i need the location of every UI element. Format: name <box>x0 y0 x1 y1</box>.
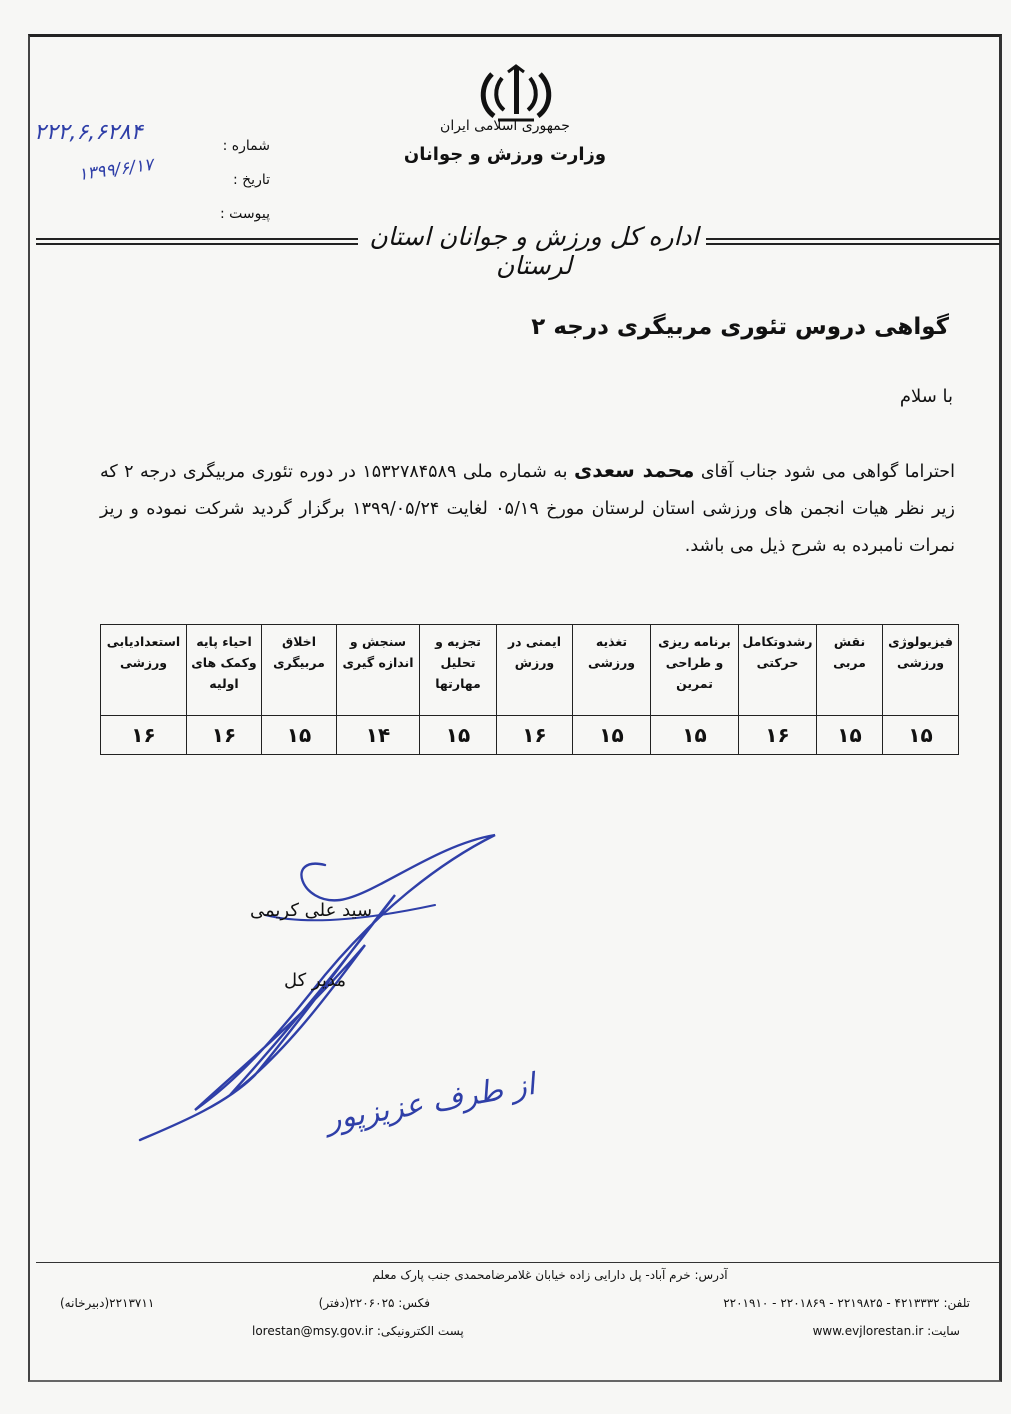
footer-address: آدرس: خرم آباد- پل دارایی زاده خیابان غلامرضامحمدی جنب پارک معلم <box>372 1268 728 1282</box>
signer-name: سید علی کریمی <box>250 900 373 921</box>
subjects-row <box>101 625 959 716</box>
date-label: تاریخ : <box>232 172 270 188</box>
score-cell: ۱۵ <box>883 716 959 755</box>
footer-website: سایت: www.evjlorestan.ir <box>812 1324 960 1338</box>
certificate-body <box>100 452 955 565</box>
footer-secretariat: ۲۲۱۳۷۱۱(دبیرخانه) <box>60 1296 155 1310</box>
score-cell: ۱۵ <box>420 716 497 755</box>
scores-row <box>101 716 959 755</box>
footer-divider <box>36 1262 1002 1263</box>
subject-cell: سنجش و اندازه گیری <box>337 625 420 716</box>
iran-emblem-icon <box>478 64 554 124</box>
subject-cell: رشدوتکامل حرکتی <box>739 625 817 716</box>
handwritten-letter-number: ۲۲۲,۶,۶۲۸۴ <box>34 120 143 145</box>
subject-cell: برنامه ریزی و طراحی تمرین <box>651 625 739 716</box>
score-cell: ۱۵ <box>817 716 883 755</box>
subject-cell: تجزیه و تحلیل مهارتها <box>420 625 497 716</box>
number-label: شماره : <box>222 138 270 154</box>
footer-phones: تلفن: ۴۲۱۳۳۳۲ - ۲۲۱۹۸۲۵ - ۲۲۰۱۸۶۹ - ۲۲۰۱۹۱۰ <box>723 1296 970 1310</box>
footer-fax: فکس: ۲۲۰۶۰۲۵(دفتر) <box>318 1296 430 1310</box>
subject-cell: استعدادیابی ورزشی <box>101 625 187 716</box>
grades-table <box>100 624 959 755</box>
handwritten-on-behalf-note: از طرف عزیزپور <box>323 1066 538 1139</box>
subject-cell: نقش مربی <box>817 625 883 716</box>
person-name: محمد سعدی <box>573 458 695 482</box>
department-rule-right <box>706 238 1000 245</box>
subject-cell: ایمنی در ورزش <box>497 625 573 716</box>
score-cell: ۱۶ <box>101 716 187 755</box>
ministry-name: وزارت ورزش و جوانان <box>403 144 607 165</box>
footer-email: پست الکترونیکی: lorestan@msy.gov.ir <box>252 1324 464 1338</box>
subject-cell: فیزیولوژی ورزشی <box>883 625 959 716</box>
score-cell: ۱۵ <box>262 716 337 755</box>
score-cell: ۱۴ <box>337 716 420 755</box>
score-cell: ۱۵ <box>651 716 739 755</box>
subject-cell: تغذیه ورزشی <box>573 625 651 716</box>
subject-cell: اخلاق مربیگری <box>262 625 337 716</box>
subject-cell: احیاء پایه وکمک های اولیه <box>187 625 262 716</box>
score-cell: ۱۶ <box>187 716 262 755</box>
republic-name: جمهوری اسلامی ایران <box>440 118 570 134</box>
score-cell: ۱۶ <box>739 716 817 755</box>
department-header <box>36 222 1000 280</box>
department-rule-left <box>36 238 358 245</box>
signer-title: مدیر کل <box>284 970 346 991</box>
body-text-before-name: احتراما گواهی می شود جناب آقای <box>700 462 955 482</box>
score-cell: ۱۶ <box>497 716 573 755</box>
body-text-after-name: به شماره ملی ۱۵۳۲۷۸۴۵۸۹ در دوره تئوری مربیگری درجه ۲ که زیر نظر هیات انجمن های ورزشی استان لرستان مورخ ۰۵/۱۹ لغایت ۱۳۹۹/۰۵/۲۴ برگزار گردید شرکت نموده و ریز نمرات نامبرده به شرح ذیل می باشد. <box>100 462 955 556</box>
handwritten-letter-date: ۱۳۹۹/۶/۱۷ <box>76 154 155 186</box>
attachment-label: پیوست : <box>220 206 270 222</box>
department-title: اداره کل ورزش و جوانان استان لرستان <box>369 222 699 280</box>
greeting: با سلام <box>899 386 953 407</box>
score-cell: ۱۵ <box>573 716 651 755</box>
certificate-title: گواهی دروس تئوری مربیگری درجه ۲ <box>531 314 949 340</box>
